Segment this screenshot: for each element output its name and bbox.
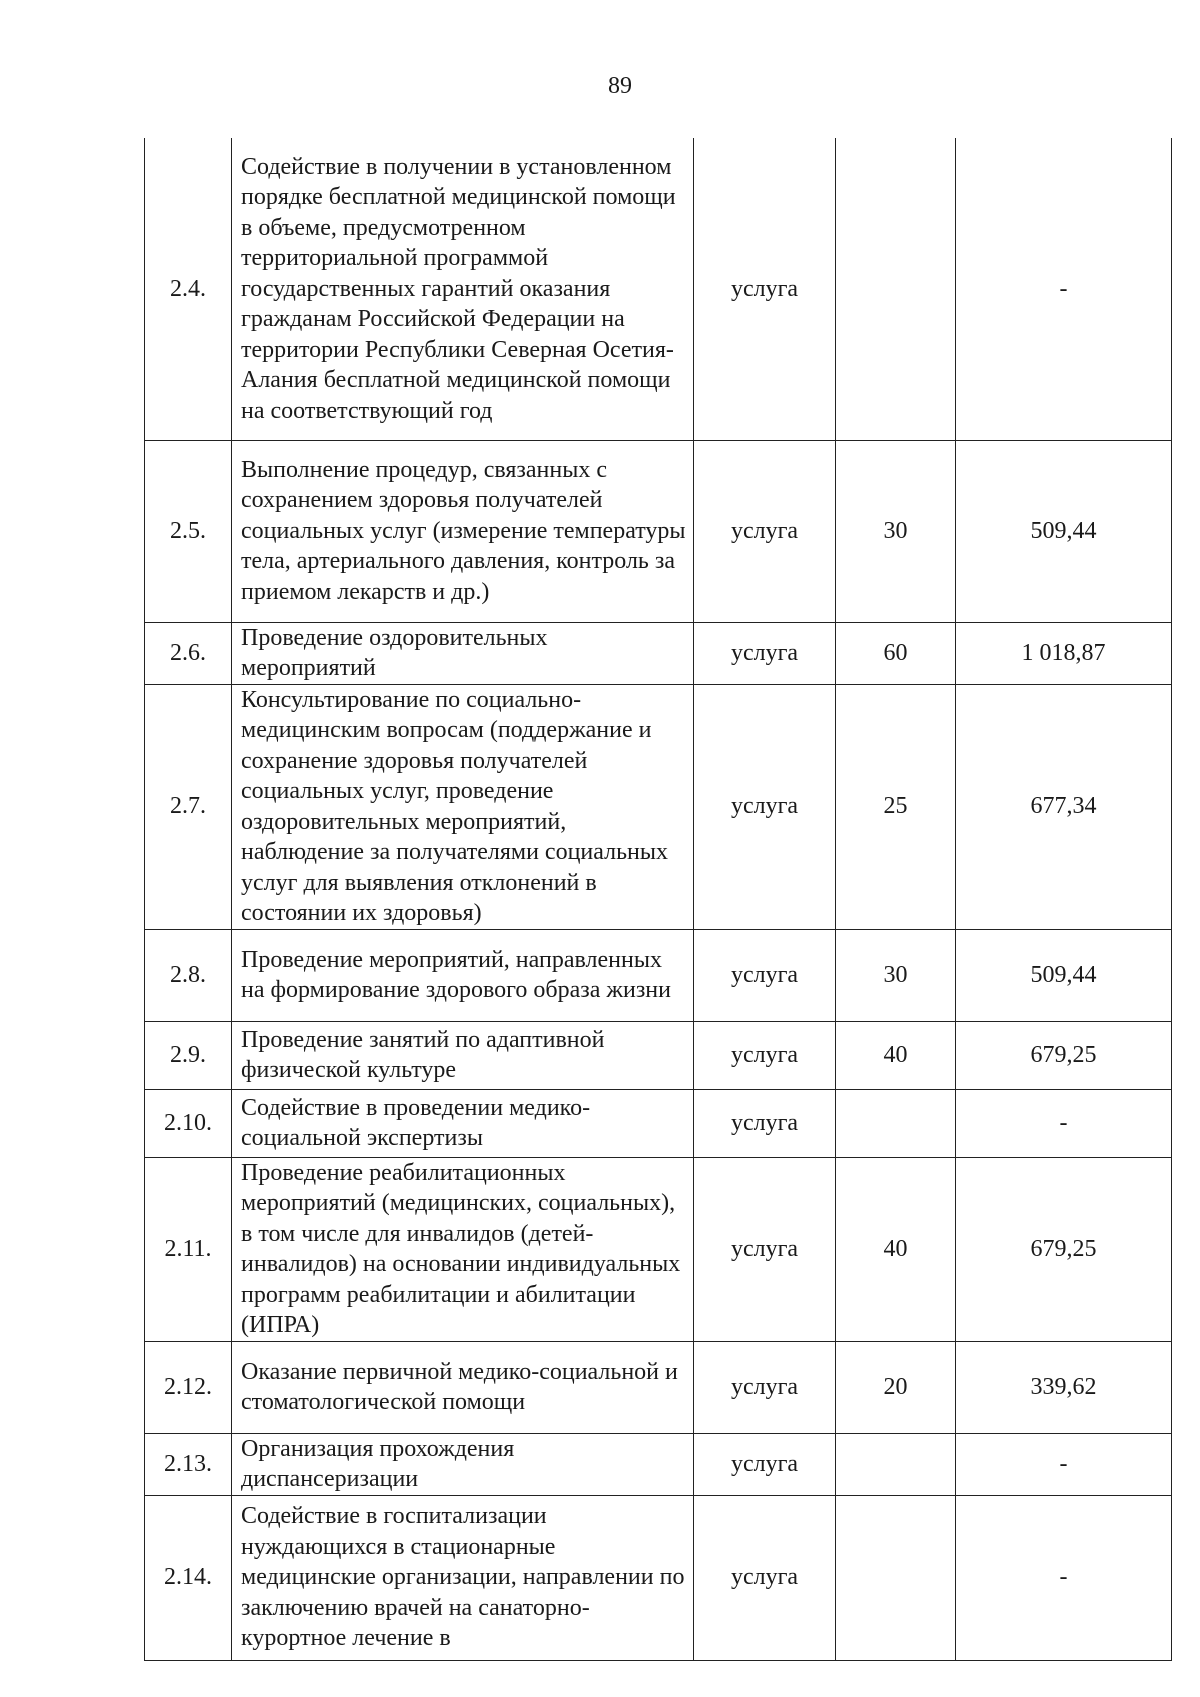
- table-row: [145, 1021, 1172, 1089]
- page-number: 89: [608, 73, 632, 99]
- unit-cell: услуга: [694, 1433, 836, 1495]
- unit-cell: услуга: [694, 1089, 836, 1157]
- time-cell: [836, 1433, 956, 1495]
- price-cell: -: [956, 1495, 1172, 1660]
- price-cell: 677,34: [956, 684, 1172, 929]
- service-name-cell: Оказание первичной медико-социальной и стоматологической помощи: [232, 1341, 694, 1433]
- row-number-cell: 2.4.: [145, 138, 232, 440]
- price-cell: -: [956, 1089, 1172, 1157]
- service-name-cell: Проведение реабилитационных мероприятий (медицинских, социальных), в том числе для инвалидов (детей-инвалидов) на основании индивидуальных программ реабилитации и абилитации (ИПРА): [232, 1157, 694, 1341]
- price-cell: 509,44: [956, 929, 1172, 1021]
- row-number-cell: 2.9.: [145, 1021, 232, 1089]
- table-row: [145, 929, 1172, 1021]
- table-row: [145, 138, 1172, 440]
- services-table: [144, 138, 1172, 1661]
- price-cell: -: [956, 138, 1172, 440]
- time-cell: 40: [836, 1021, 956, 1089]
- row-number-cell: 2.13.: [145, 1433, 232, 1495]
- time-cell: 20: [836, 1341, 956, 1433]
- time-cell: 40: [836, 1157, 956, 1341]
- service-name-cell: Выполнение процедур, связанных с сохранением здоровья получателей социальных услуг (измерение температуры тела, артериального давления, контроль за приемом лекарств и др.): [232, 440, 694, 622]
- time-cell: 30: [836, 440, 956, 622]
- price-cell: 679,25: [956, 1157, 1172, 1341]
- unit-cell: услуга: [694, 929, 836, 1021]
- unit-cell: услуга: [694, 1341, 836, 1433]
- time-cell: [836, 1495, 956, 1660]
- time-cell: [836, 138, 956, 440]
- row-number-cell: 2.5.: [145, 440, 232, 622]
- service-name-cell: Консультирование по социально-медицинским вопросам (поддержание и сохранение здоровья получателей социальных услуг, проведение оздоровительных мероприятий, наблюдение за получателями социальных услуг для выявления отклонений в состоянии их здоровья): [232, 684, 694, 929]
- time-cell: 25: [836, 684, 956, 929]
- unit-cell: услуга: [694, 1021, 836, 1089]
- table-row: [145, 440, 1172, 622]
- service-name-cell: Содействие в проведении медико-социальной экспертизы: [232, 1089, 694, 1157]
- service-name-cell: Проведение оздоровительных мероприятий: [232, 622, 694, 684]
- time-cell: [836, 1089, 956, 1157]
- table-row: [145, 1089, 1172, 1157]
- row-number-cell: 2.6.: [145, 622, 232, 684]
- row-number-cell: 2.10.: [145, 1089, 232, 1157]
- row-number-cell: 2.8.: [145, 929, 232, 1021]
- time-cell: 30: [836, 929, 956, 1021]
- row-number-cell: 2.12.: [145, 1341, 232, 1433]
- unit-cell: услуга: [694, 622, 836, 684]
- unit-cell: услуга: [694, 1157, 836, 1341]
- price-cell: 339,62: [956, 1341, 1172, 1433]
- price-cell: 679,25: [956, 1021, 1172, 1089]
- service-name-cell: Проведение занятий по адаптивной физической культуре: [232, 1021, 694, 1089]
- table-row: [145, 1433, 1172, 1495]
- row-number-cell: 2.7.: [145, 684, 232, 929]
- service-name-cell: Организация прохождения диспансеризации: [232, 1433, 694, 1495]
- row-number-cell: 2.11.: [145, 1157, 232, 1341]
- price-cell: 1 018,87: [956, 622, 1172, 684]
- price-cell: -: [956, 1433, 1172, 1495]
- unit-cell: услуга: [694, 138, 836, 440]
- table-row: [145, 684, 1172, 929]
- table-row: [145, 1341, 1172, 1433]
- unit-cell: услуга: [694, 684, 836, 929]
- unit-cell: услуга: [694, 440, 836, 622]
- row-number-cell: 2.14.: [145, 1495, 232, 1660]
- service-name-cell: Проведение мероприятий, направленных на формирование здорового образа жизни: [232, 929, 694, 1021]
- unit-cell: услуга: [694, 1495, 836, 1660]
- table-row: [145, 622, 1172, 684]
- service-name-cell: Содействие в получении в установленном порядке бесплатной медицинской помощи в объеме, предусмотренном территориальной программой государственных гарантий оказания гражданам Российской Федерации на территории Республики Северная Осетия-Алания бесплатной медицинской помощи на соответствующий год: [232, 138, 694, 440]
- table-row: [145, 1157, 1172, 1341]
- price-cell: 509,44: [956, 440, 1172, 622]
- table-row: [145, 1495, 1172, 1660]
- service-name-cell: Содействие в госпитализации нуждающихся в стационарные медицинские организации, направлении по заключению врачей на санаторно-курортное лечение в: [232, 1495, 694, 1660]
- time-cell: 60: [836, 622, 956, 684]
